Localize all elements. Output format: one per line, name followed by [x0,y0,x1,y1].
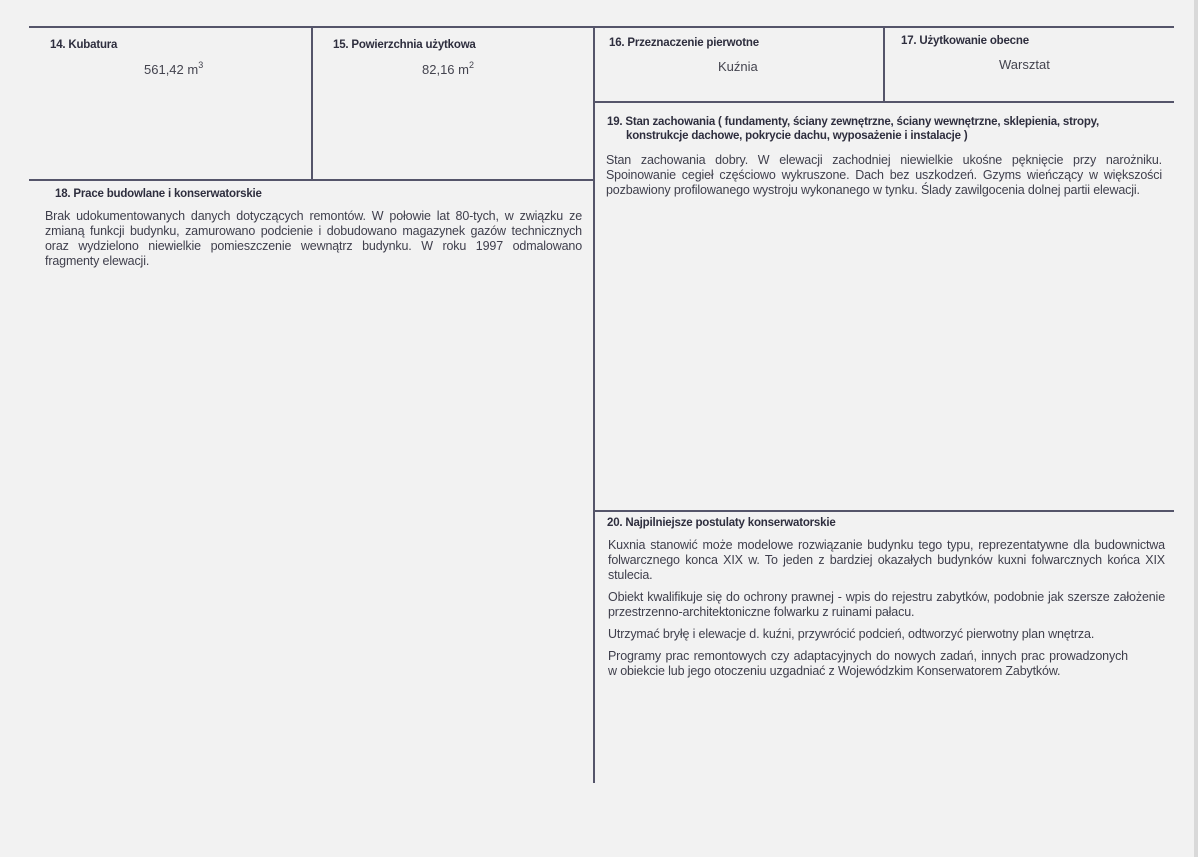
field-20-paragraph: Programy prac remontowych czy adaptacyjnych do nowych zadań, innych prac prowadzonych w obiekcie lub jego otoczeniu uzgadniać z Wojewódzkim Konserwatorem Zabytków. [608,649,1128,678]
field-20-paragraph: Kuxnia stanowić może modelowe rozwiązanie budynku tego typu, reprezentatywne dla budownictwa folwarcznego konca XIX w. To jeden z bardziej okazałych budynków kuxni folwarcznych końca XIX stulecia. [608,538,1165,582]
field-20-paragraph: Obiekt kwalifikuje się do ochrony prawnej - wpis do rejestru zabytków, podobnie jak szersze założenie przestrzenno-architektoniczne folwarku z ruinami pałacu. [608,590,1165,619]
field-20-text [608,538,1165,686]
field-17-value: Warsztat [999,57,1050,72]
field-16-value: Kuźnia [718,59,758,74]
field-19-text: Stan zachowania dobry. W elewacji zachodniej niewielkie ukośne pęknięcie przy narożniku. Spoinowanie cegieł częściowo wykruszone. Dach bez uszkodzeń. Gzyms wieńczący w większości pozbawiony profilowanego wystroju wykonanego w tynku. Ślady zawilgocenia dolnej partii elewacji. [606,153,1162,197]
field-18-text: Brak udokumentowanych danych dotyczących remontów. W połowie lat 80-tych, w związku ze zmianą funkcji budynku, zamurowano podcienie i dobudowano magazynek gazów technicznych oraz wydzielono niewielkie pomieszczenie wewnątrz budynku. W roku 1997 odmalowano fragmenty elewacji. [45,209,582,268]
divider-19-20 [593,510,1174,512]
field-14-value [144,62,203,77]
field-19-label-line1: 19. Stan zachowania ( fundamenty, ściany zewnętrzne, ściany wewnętrzne, sklepienia, stropy, [607,116,1100,128]
scan-edge [1194,0,1198,857]
divider-under-16-17 [593,101,1174,103]
field-19-label-line2: konstrukcje dachowe, pokrycie dachu, wyposażenie i instalacje ) [626,130,968,142]
field-20-paragraph: Utrzymać bryłę i elewacje d. kuźni, przywrócić podcień, odtworzyć pierwotny plan wnętrza. [608,627,1095,641]
top-border-line [29,26,1174,28]
divider-16-17 [883,26,885,103]
field-17-label: 17. Użytkowanie obecne [901,35,1029,47]
field-14-unit-exponent: 3 [198,60,204,70]
field-18-label: 18. Prace budowlane i konserwatorskie [55,188,262,200]
field-20-label: 20. Najpilniejsze postulaty konserwatorskie [607,517,836,529]
divider-14-15 [311,26,313,181]
field-15-unit-exponent: 2 [468,60,474,70]
field-14-label: 14. Kubatura [50,39,118,51]
field-15-value [422,62,474,77]
field-16-label: 16. Przeznaczenie pierwotne [609,37,759,49]
divider-under-14-15 [29,179,595,181]
field-14-number: 561,42 m [144,62,199,77]
divider-15-16 [593,26,595,783]
field-15-label: 15. Powierzchnia użytkowa [333,39,476,51]
field-15-number: 82,16 m [422,62,469,77]
